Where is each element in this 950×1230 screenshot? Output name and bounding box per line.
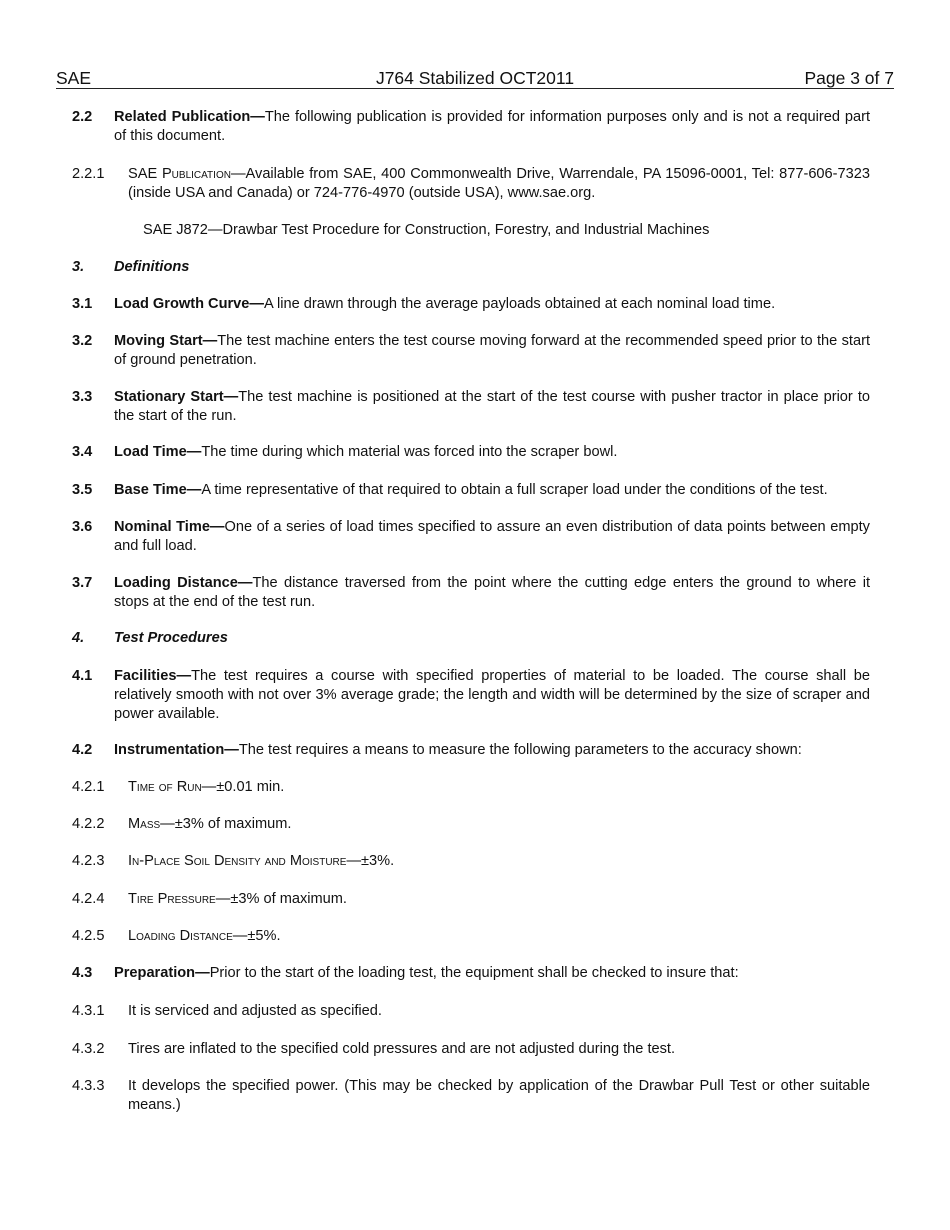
section-3-4 — [72, 443, 870, 462]
section-number: 3.2 — [72, 333, 93, 349]
section-4-2-5 — [72, 927, 870, 946]
section-body — [114, 741, 870, 760]
section-term: In-Place Soil Density and Moisture — [128, 853, 347, 869]
section-body — [128, 815, 870, 834]
section-3-2 — [72, 332, 870, 370]
section-term: Moving Start— — [114, 333, 218, 349]
section-3-1 — [72, 295, 870, 314]
section-term: Preparation— — [114, 965, 210, 981]
section-3-6 — [72, 518, 870, 556]
section-text: The test requires a course with specified properties of material to be loaded. The course shall be relatively smooth with not over 3% average grade; the length and width will be determined by the size of scraper and power available. — [114, 668, 870, 722]
section-4-3-3 — [72, 1077, 870, 1115]
section-text: The test requires a means to measure the following parameters to the accuracy shown: — [238, 742, 802, 758]
section-title: Test Procedures — [114, 630, 228, 646]
section-4-3 — [72, 964, 870, 983]
section-text: —±3%. — [346, 853, 395, 869]
section-body — [128, 165, 870, 203]
section-number: 3.6 — [72, 519, 93, 535]
section-4-2-1 — [72, 778, 870, 797]
section-2-2-1 — [72, 165, 870, 203]
section-number: 3.3 — [72, 389, 93, 405]
section-number: 2.2 — [72, 109, 93, 125]
section-text: It develops the specified power. (This may be checked by application of the Drawbar Pull Test or other suitable means.) — [128, 1078, 870, 1113]
section-term: Stationary Start— — [114, 389, 239, 405]
section-text: A line drawn through the average payloads obtained at each nominal load time. — [264, 296, 776, 312]
section-term: Nominal Time— — [114, 519, 225, 535]
section-number: 4. — [72, 630, 85, 646]
section-4-1 — [72, 667, 870, 724]
page-header — [56, 68, 894, 89]
section-text: One of a series of load times specified to assure an even distribution of data points between empty and full load. — [114, 519, 870, 554]
section-text: The test machine is positioned at the start of the test course with pusher tractor in place prior to the start of the run. — [114, 389, 870, 424]
section-text: Prior to the start of the loading test, the equipment shall be checked to insure that: — [209, 965, 739, 981]
section-body — [114, 108, 870, 146]
section-number: 3.7 — [72, 575, 93, 591]
section-2-2 — [72, 108, 870, 146]
section-3-heading — [72, 258, 870, 277]
section-term: Load Time— — [114, 444, 202, 460]
section-term: SAE Publication — [128, 166, 231, 182]
section-body — [128, 852, 870, 871]
section-body — [114, 518, 870, 556]
section-body — [128, 927, 870, 946]
section-text: The distance traversed from the point where the cutting edge enters the ground to where it stops at the end of the test run. — [114, 575, 870, 610]
section-term: Time of Run — [128, 779, 202, 795]
section-body — [114, 443, 870, 462]
section-number: 4.2.3 — [72, 853, 105, 869]
section-4-3-2 — [72, 1040, 870, 1059]
section-text: The test machine enters the test course moving forward at the recommended speed prior to the start of ground penetration. — [114, 333, 871, 368]
section-number: 4.2 — [72, 742, 93, 758]
section-4-heading — [72, 629, 870, 648]
section-body — [114, 964, 870, 983]
section-number: 4.3.2 — [72, 1041, 105, 1057]
section-text: —Available from SAE, 400 Commonwealth Drive, Warrendale, PA 15096-0001, Tel: 877-606-7323 (inside USA and Canada) or 724-776-4970 (outside USA), www.sae.org. — [128, 166, 870, 201]
section-text: The following publication is provided for information purposes only and is not a required part of this document. — [114, 109, 871, 144]
section-4-2-2 — [72, 815, 870, 834]
section-3-7 — [72, 574, 870, 612]
section-number: 4.2.4 — [72, 891, 105, 907]
section-number: 4.2.2 — [72, 816, 105, 832]
section-number: 4.2.1 — [72, 779, 105, 795]
section-3-3 — [72, 388, 870, 426]
section-4-2 — [72, 741, 870, 760]
section-term: Facilities— — [114, 668, 192, 684]
section-text: —±3% of maximum. — [215, 891, 347, 907]
section-number: 4.3.1 — [72, 1003, 105, 1019]
section-text: —±0.01 min. — [201, 779, 285, 795]
section-term: Base Time— — [114, 482, 202, 498]
section-text: The time during which material was forced into the scraper bowl. — [201, 444, 618, 460]
section-text: Tires are inflated to the specified cold pressures and are not adjusted during the test. — [128, 1041, 676, 1057]
section-text: —±5%. — [232, 928, 281, 944]
header-org: SAE — [56, 68, 92, 88]
section-term: Mass — [128, 816, 161, 832]
section-term: Loading Distance— — [114, 575, 253, 591]
section-body — [128, 890, 870, 909]
reference-j872: SAE J872—Drawbar Test Procedure for Construction, Forestry, and Industrial Machines — [143, 222, 710, 238]
header-page-number: Page 3 of 7 — [804, 68, 894, 88]
section-body — [114, 388, 870, 426]
section-number: 3. — [72, 259, 85, 275]
section-term: Instrumentation— — [114, 742, 239, 758]
section-term: Loading Distance — [128, 928, 233, 944]
section-text: —±3% of maximum. — [160, 816, 292, 832]
section-3-5 — [72, 481, 870, 500]
section-4-2-4 — [72, 890, 870, 909]
section-number: 4.3 — [72, 965, 93, 981]
section-body — [114, 332, 870, 370]
section-number: 4.2.5 — [72, 928, 105, 944]
section-number: 3.1 — [72, 296, 93, 312]
section-body — [128, 778, 870, 797]
section-body — [114, 481, 870, 500]
section-text: A time representative of that required to obtain a full scraper load under the conditions of the test. — [201, 482, 828, 498]
header-doc-id: J764 Stabilized OCT2011 — [375, 68, 575, 88]
section-number: 4.1 — [72, 668, 93, 684]
section-term: Load Growth Curve— — [114, 296, 264, 312]
section-number: 4.3.3 — [72, 1078, 105, 1094]
section-body — [114, 574, 870, 612]
section-number: 3.5 — [72, 482, 93, 498]
section-term: Related Publication— — [114, 109, 265, 125]
section-text: It is serviced and adjusted as specified. — [128, 1003, 382, 1019]
section-4-2-3 — [72, 852, 870, 871]
section-4-3-1 — [72, 1002, 870, 1021]
section-body — [114, 295, 870, 314]
section-title: Definitions — [114, 259, 190, 275]
section-body — [114, 667, 870, 724]
section-number: 3.4 — [72, 444, 93, 460]
section-term: Tire Pressure — [128, 891, 216, 907]
section-number: 2.2.1 — [72, 166, 105, 182]
